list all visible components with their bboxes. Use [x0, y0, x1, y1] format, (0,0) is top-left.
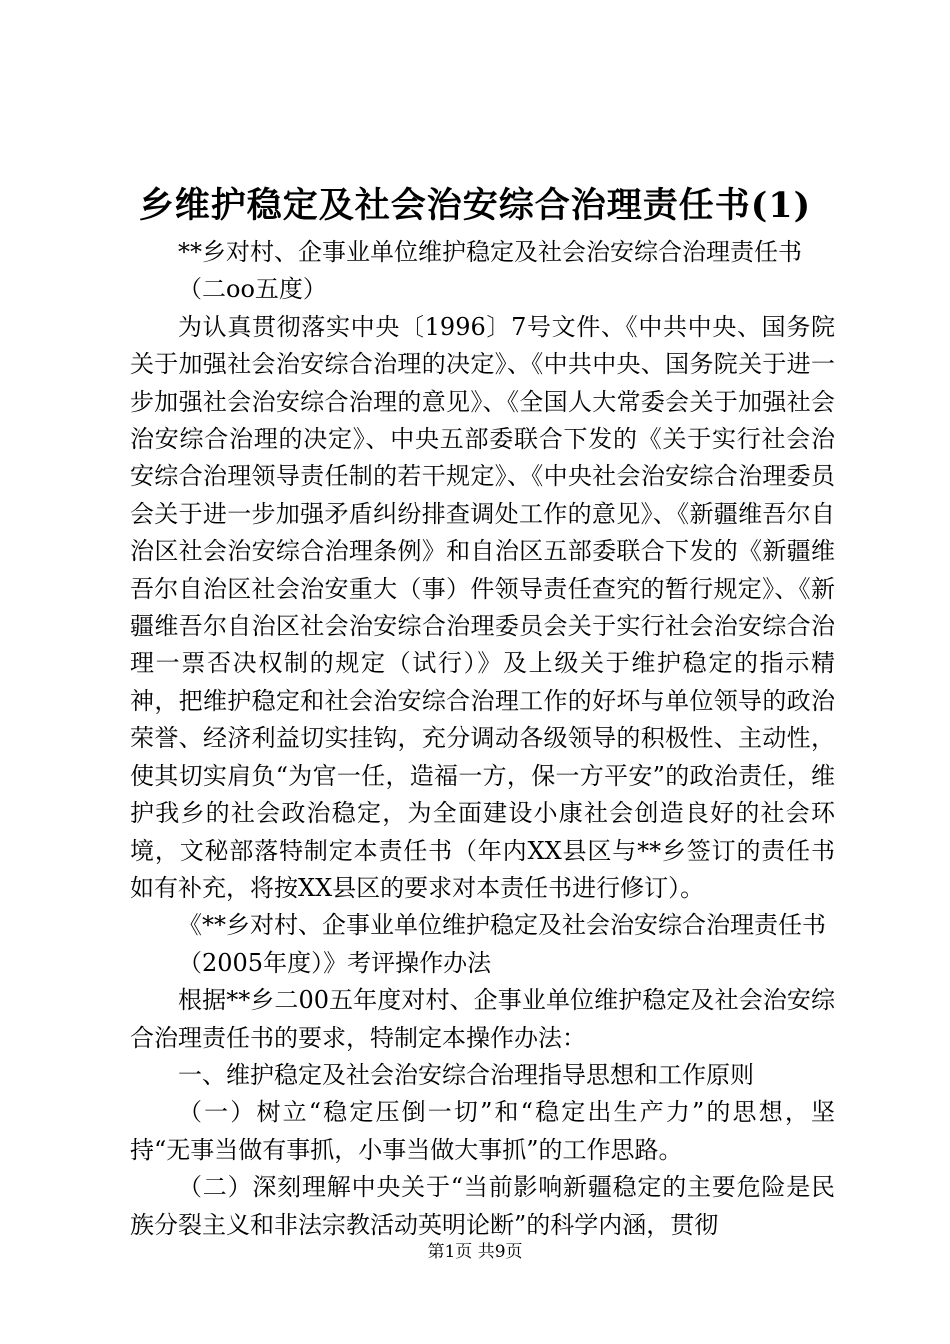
paragraph-method-year: （2005年度）》考评操作办法	[178, 948, 492, 977]
paragraph-method-title: 《**乡对村、企事业单位维护稳定及社会治安综合治理责任书	[178, 911, 826, 940]
page-footer: 第1页 共9页	[427, 1242, 523, 1262]
section-heading-1: 一、维护稳定及社会治安综合治理指导思想和工作原则	[178, 1060, 754, 1089]
paragraph-item-1: （一）树立“稳定压倒一切”和“稳定出生产力”的思想，坚持“无事当做有事抓，小事当做大事抓”的工作思路。	[130, 1098, 835, 1164]
document-title: 乡维护稳定及社会治安综合治理责任书(1)	[138, 185, 812, 226]
paragraph-basis: 根据**乡二00五年度对村、企事业单位维护稳定及社会治安综合治理责任书的要求，特制定本操作办法：	[130, 986, 835, 1052]
paragraph-heading: **乡对村、企事业单位维护稳定及社会治安综合治理责任书	[178, 238, 802, 266]
paragraph-item-2: （二）深刻理解中央关于“当前影响新疆稳定的主要危险是民族分裂主义和非法宗教活动英明论断”的科学内涵，贯彻	[130, 1173, 835, 1239]
paragraph-preamble: 为认真贯彻落实中央〔1996〕7号文件、《中共中央、国务院关于加强社会治安综合治理的决定》、《中共中央、国务院关于进一步加强社会治安综合治理的意见》、《全国人大常委会关于加强社会治安综合治理的决定》、中央五部委联合下发的《关于实行社会治安综合治理领导责任制的若干规定》、《中央社会治安综合治理委员会关于进一步加强矛盾纠纷排查调处工作的意见》、《新疆维吾尔自治区社会治安综合治理条例》和自治区五部委联合下发的《新疆维吾尔自治区社会治安重大（事）件领导责任查究的暂行规定》、《新疆维吾尔自治区社会治安综合治理委员会关于实行社会治安综合治理一票否决权制的规定（试行）》及上级关于维护稳定的指示精神，把维护稳定和社会治安综合治理工作的好坏与单位领导的政治荣誉、经济利益切实挂钩，充分调动各级领导的积极性、主动性，使其切实肩负“为官一任，造福一方，保一方平安”的政治责任，维护我乡的社会政治稳定，为全面建设小康社会创造良好的社会环境，文秘部落特制定本责任书（年内XX县区与**乡签订的责任书如有补充，将按XX县区的要求对本责任书进行修订）。	[130, 312, 835, 902]
document-body	[130, 234, 835, 1244]
paragraph-year: （二oo五度）	[178, 275, 327, 304]
